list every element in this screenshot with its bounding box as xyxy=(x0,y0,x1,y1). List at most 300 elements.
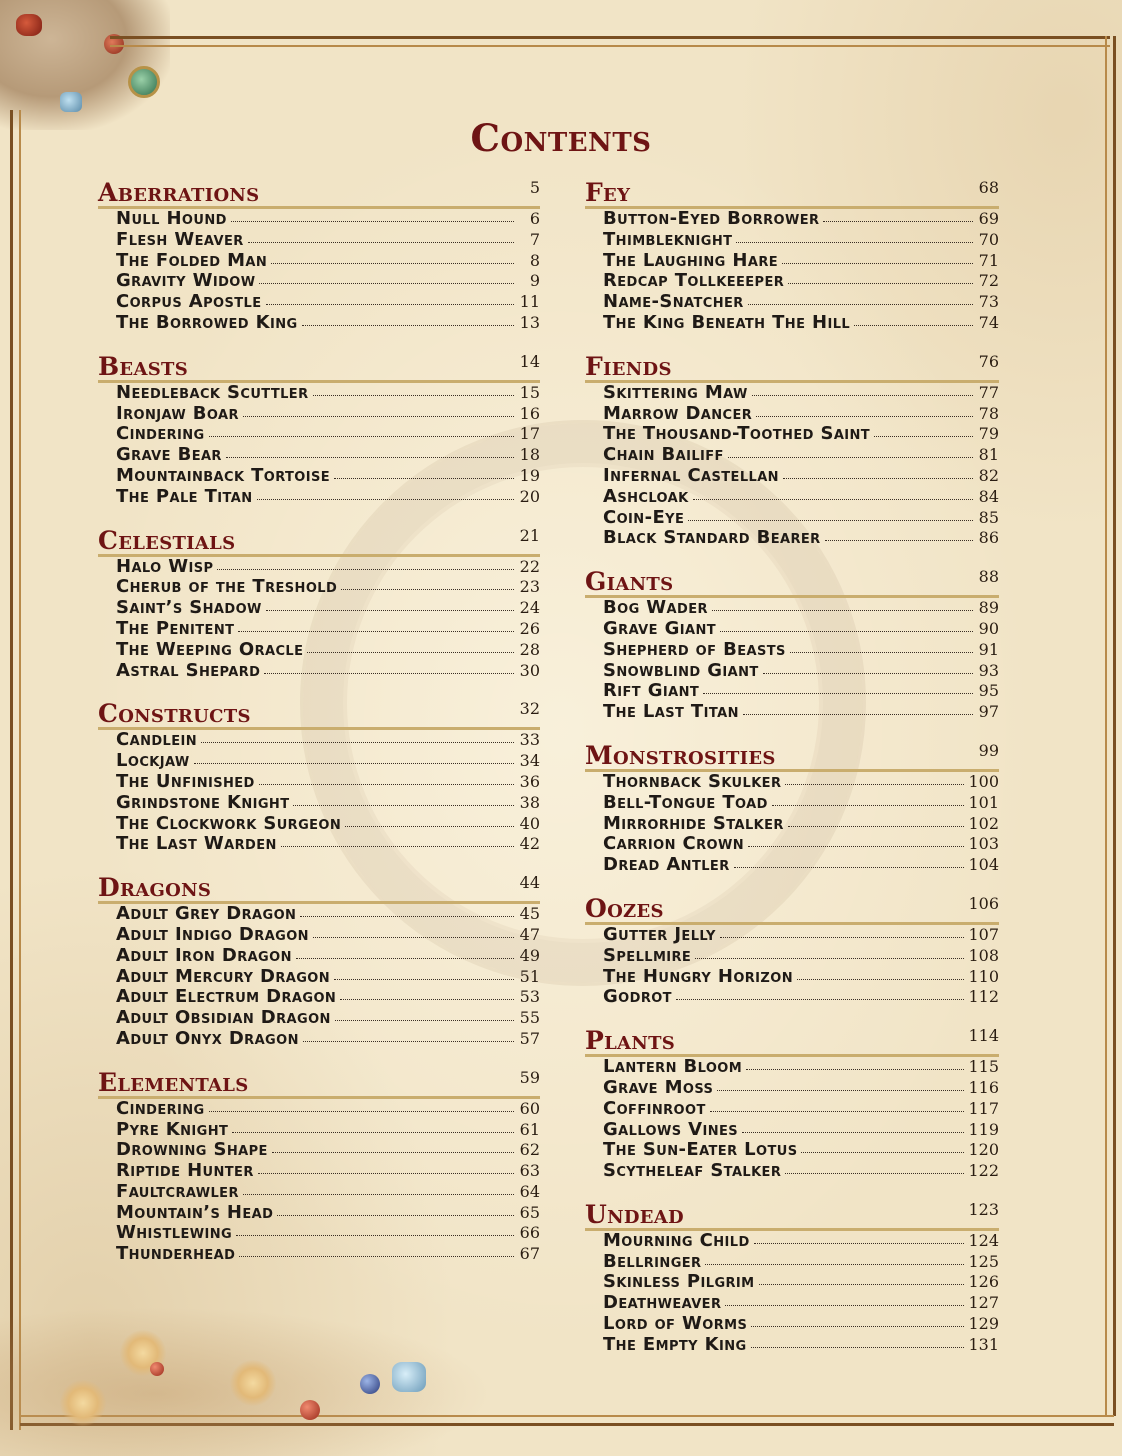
section-title: Aberrations xyxy=(98,178,260,207)
entry-name: Adult Indigo Dragon xyxy=(116,923,309,945)
toc-entry[interactable] xyxy=(116,987,540,1008)
border-left xyxy=(10,110,21,1430)
toc-entry[interactable] xyxy=(116,1120,540,1141)
entry-page-number: 8 xyxy=(529,250,540,270)
section-page-number: 99 xyxy=(978,740,999,760)
entry-name: Black Standard Bearer xyxy=(603,527,821,549)
toc-entry[interactable] xyxy=(603,925,999,946)
toc-entry[interactable] xyxy=(116,1140,540,1161)
entry-name: The Thousand-Toothed Saint xyxy=(603,423,871,445)
dot-leader xyxy=(231,221,514,222)
entry-page-number: 53 xyxy=(519,987,540,1007)
dot-leader xyxy=(258,1173,514,1174)
toc-entry[interactable] xyxy=(603,598,999,619)
toc-entry[interactable] xyxy=(116,619,540,640)
entry-name: Rift Giant xyxy=(603,680,700,702)
entry-name: Lord of Worms xyxy=(603,1313,748,1335)
toc-section xyxy=(585,1198,999,1356)
toc-section xyxy=(98,1066,540,1265)
toc-section xyxy=(98,871,540,1050)
toc-entry[interactable] xyxy=(116,834,540,855)
section-header[interactable] xyxy=(98,1066,540,1099)
dot-leader xyxy=(783,478,973,479)
toc-entry[interactable] xyxy=(116,1244,540,1265)
section-page-number: 88 xyxy=(978,567,999,587)
entry-page-number: 95 xyxy=(978,681,999,701)
toc-entry[interactable] xyxy=(116,404,540,425)
entry-page-number: 131 xyxy=(968,1334,999,1354)
section-title: Monstrosities xyxy=(585,740,776,770)
green-gem-icon xyxy=(128,66,160,98)
border-top xyxy=(110,36,1110,47)
toc-entry[interactable] xyxy=(603,230,999,251)
toc-right-column xyxy=(585,176,999,1372)
toc-entry[interactable] xyxy=(116,313,540,334)
toc-entry[interactable] xyxy=(603,251,999,272)
dot-leader xyxy=(785,784,964,785)
toc-entry[interactable] xyxy=(603,313,999,334)
entry-list xyxy=(585,1231,999,1356)
toc-entry[interactable] xyxy=(116,598,540,619)
entry-page-number: 78 xyxy=(978,403,999,423)
toc-entry[interactable] xyxy=(603,271,999,292)
toc-entry[interactable] xyxy=(116,751,540,772)
entry-name: Chain Bailiff xyxy=(603,444,724,466)
entry-name: Needleback Scuttler xyxy=(116,381,309,403)
entry-page-number: 74 xyxy=(978,312,999,332)
entry-page-number: 20 xyxy=(519,486,540,506)
entry-page-number: 79 xyxy=(978,424,999,444)
toc-entry[interactable] xyxy=(116,1203,540,1224)
toc-left-column xyxy=(98,176,540,1281)
toc-entry[interactable] xyxy=(603,383,999,404)
border-right xyxy=(1105,36,1116,1416)
entry-name: Bell-Tongue Toad xyxy=(603,791,768,813)
toc-entry[interactable] xyxy=(116,292,540,313)
entry-name: Snowblind Giant xyxy=(603,659,759,681)
dot-leader xyxy=(238,631,514,632)
section-header[interactable] xyxy=(585,176,999,209)
entry-list xyxy=(585,383,999,549)
entry-page-number: 38 xyxy=(519,792,540,812)
toc-entry[interactable] xyxy=(603,1078,999,1099)
toc-section xyxy=(585,565,999,723)
toc-entry[interactable] xyxy=(603,640,999,661)
toc-entry[interactable] xyxy=(603,487,999,508)
entry-page-number: 86 xyxy=(978,528,999,548)
dot-leader xyxy=(854,325,973,326)
section-header[interactable] xyxy=(585,1024,999,1057)
toc-entry[interactable] xyxy=(603,1120,999,1141)
section-title: Celestials xyxy=(98,525,236,555)
dot-leader xyxy=(801,1152,964,1153)
dot-leader xyxy=(296,958,514,959)
dot-leader xyxy=(782,263,973,264)
entry-name: The Pale Titan xyxy=(116,485,253,507)
entry-page-number: 77 xyxy=(978,382,999,402)
dot-leader xyxy=(763,673,973,674)
entry-name: Riptide Hunter xyxy=(116,1160,254,1182)
entry-page-number: 117 xyxy=(968,1098,999,1118)
toc-entry[interactable] xyxy=(603,1335,999,1356)
entry-name: Ashcloak xyxy=(603,485,689,507)
section-header[interactable] xyxy=(585,350,999,383)
toc-entry[interactable] xyxy=(603,528,999,549)
section-title: Undead xyxy=(585,1199,684,1229)
dot-leader xyxy=(264,673,514,674)
entry-page-number: 127 xyxy=(968,1293,999,1313)
toc-entry[interactable] xyxy=(603,967,999,988)
dot-leader xyxy=(759,1284,965,1285)
toc-entry[interactable] xyxy=(116,251,540,272)
toc-entry[interactable] xyxy=(603,661,999,682)
entry-name: Drowning Shape xyxy=(116,1139,268,1161)
toc-entry[interactable] xyxy=(603,424,999,445)
entry-list xyxy=(98,730,540,855)
entry-page-number: 122 xyxy=(968,1161,999,1181)
entry-name: Gutter Jelly xyxy=(603,923,716,945)
entry-page-number: 49 xyxy=(519,945,540,965)
toc-entry[interactable] xyxy=(116,577,540,598)
entry-name: Cindering xyxy=(116,1097,205,1119)
toc-entry[interactable] xyxy=(603,681,999,702)
toc-section xyxy=(98,350,540,508)
section-title: Fey xyxy=(585,178,631,207)
toc-entry[interactable] xyxy=(116,271,540,292)
toc-entry[interactable] xyxy=(116,466,540,487)
dot-leader xyxy=(772,805,965,806)
entry-name: Coin-Eye xyxy=(603,506,685,528)
toc-entry[interactable] xyxy=(116,946,540,967)
entry-name: Thunderhead xyxy=(116,1243,236,1265)
toc-entry[interactable] xyxy=(603,814,999,835)
toc-entry[interactable] xyxy=(603,702,999,723)
dot-leader xyxy=(874,436,973,437)
entry-page-number: 9 xyxy=(529,271,540,291)
toc-entry[interactable] xyxy=(603,1314,999,1335)
entry-page-number: 60 xyxy=(519,1098,540,1118)
entry-page-number: 19 xyxy=(519,465,540,485)
dot-leader xyxy=(232,1132,514,1133)
dot-leader xyxy=(345,826,514,827)
entry-page-number: 103 xyxy=(968,834,999,854)
entry-page-number: 93 xyxy=(978,660,999,680)
toc-entry[interactable] xyxy=(116,967,540,988)
toc-section xyxy=(98,176,540,334)
entry-page-number: 89 xyxy=(978,598,999,618)
toc-entry[interactable] xyxy=(116,814,540,835)
dot-leader xyxy=(705,1264,964,1265)
dot-leader xyxy=(293,805,514,806)
crystal-icon xyxy=(392,1362,426,1392)
entry-page-number: 120 xyxy=(968,1140,999,1160)
entry-page-number: 22 xyxy=(519,556,540,576)
entry-page-number: 40 xyxy=(519,813,540,833)
entry-page-number: 91 xyxy=(978,639,999,659)
entry-page-number: 16 xyxy=(519,403,540,423)
entry-page-number: 28 xyxy=(519,639,540,659)
toc-entry[interactable] xyxy=(603,834,999,855)
toc-entry[interactable] xyxy=(603,466,999,487)
entry-list xyxy=(585,925,999,1008)
dot-leader xyxy=(756,416,973,417)
dot-leader xyxy=(271,263,514,264)
toc-entry[interactable] xyxy=(603,209,999,230)
entry-name: Skittering Maw xyxy=(603,381,748,403)
toc-entry[interactable] xyxy=(603,772,999,793)
entry-name: Grindstone Knight xyxy=(116,791,290,813)
entry-page-number: 64 xyxy=(519,1181,540,1201)
dot-leader xyxy=(313,937,514,938)
entry-page-number: 17 xyxy=(519,424,540,444)
toc-entry[interactable] xyxy=(603,1057,999,1078)
dot-leader xyxy=(785,1173,964,1174)
section-header[interactable] xyxy=(98,524,540,557)
entry-name: The Sun-Eater Lotus xyxy=(603,1139,798,1161)
toc-section xyxy=(585,1024,999,1182)
toc-entry[interactable] xyxy=(116,1029,540,1050)
dot-leader xyxy=(217,569,514,570)
entry-name: Gravity Widow xyxy=(116,270,256,292)
toc-entry[interactable] xyxy=(116,209,540,230)
dot-leader xyxy=(725,1305,964,1306)
entry-name: Adult Electrum Dragon xyxy=(116,986,337,1008)
section-page-number: 32 xyxy=(519,699,540,719)
entry-name: Cindering xyxy=(116,423,205,445)
section-page-number: 68 xyxy=(978,178,999,197)
entry-name: Dread Antler xyxy=(603,854,730,876)
entry-name: Adult Grey Dragon xyxy=(116,903,297,925)
entry-page-number: 108 xyxy=(968,945,999,965)
entry-page-number: 55 xyxy=(519,1008,540,1028)
entry-page-number: 71 xyxy=(978,250,999,270)
entry-name: Godrot xyxy=(603,986,672,1008)
dot-leader xyxy=(209,436,514,437)
toc-section xyxy=(585,176,999,334)
toc-entry[interactable] xyxy=(116,661,540,682)
entry-page-number: 24 xyxy=(519,598,540,618)
entry-page-number: 119 xyxy=(968,1119,999,1139)
dot-leader xyxy=(334,979,514,980)
entry-page-number: 36 xyxy=(519,771,540,791)
section-page-number: 106 xyxy=(968,893,999,913)
dot-leader xyxy=(751,1326,964,1327)
entry-page-number: 100 xyxy=(968,771,999,791)
toc-entry[interactable] xyxy=(116,383,540,404)
dot-leader xyxy=(720,937,965,938)
berry-icon xyxy=(150,1362,164,1376)
entry-page-number: 125 xyxy=(968,1251,999,1271)
toc-entry[interactable] xyxy=(116,445,540,466)
entry-list xyxy=(585,772,999,876)
toc-entry[interactable] xyxy=(116,640,540,661)
entry-page-number: 15 xyxy=(519,382,540,402)
toc-entry[interactable] xyxy=(603,1293,999,1314)
dot-leader xyxy=(712,610,973,611)
entry-page-number: 66 xyxy=(519,1223,540,1243)
toc-entry[interactable] xyxy=(116,424,540,445)
dot-leader xyxy=(243,1194,514,1195)
dot-leader xyxy=(736,242,973,243)
dot-leader xyxy=(788,826,965,827)
toc-section xyxy=(98,524,540,682)
entry-page-number: 116 xyxy=(968,1077,999,1097)
section-title: Dragons xyxy=(98,873,212,903)
entry-name: The Unfinished xyxy=(116,770,255,792)
entry-name: Redcap Tollkeeeper xyxy=(603,270,785,292)
entry-name: Marrow Dancer xyxy=(603,402,753,424)
entry-name: Mountainback Tortoise xyxy=(116,464,331,486)
section-title: Oozes xyxy=(585,893,664,923)
toc-entry[interactable] xyxy=(116,1161,540,1182)
dot-leader xyxy=(748,846,964,847)
toc-entry[interactable] xyxy=(603,619,999,640)
toc-entry[interactable] xyxy=(603,1161,999,1182)
entry-page-number: 11 xyxy=(519,292,540,312)
section-title: Plants xyxy=(585,1026,676,1056)
toc-section xyxy=(585,892,999,1008)
entry-page-number: 70 xyxy=(978,229,999,249)
section-title: Elementals xyxy=(98,1067,249,1097)
toc-entry[interactable] xyxy=(116,904,540,925)
dot-leader xyxy=(334,478,514,479)
entry-name: Grave Bear xyxy=(116,444,222,466)
entry-list xyxy=(98,1099,540,1265)
section-header[interactable] xyxy=(98,350,540,383)
entry-name: Halo Wisp xyxy=(116,555,214,577)
entry-page-number: 6 xyxy=(529,209,540,228)
section-page-number: 21 xyxy=(519,525,540,545)
entry-name: Name-Snatcher xyxy=(603,291,744,313)
section-header[interactable] xyxy=(585,892,999,925)
entry-name: Adult Obsidian Dragon xyxy=(116,1007,331,1029)
toc-entry[interactable] xyxy=(603,793,999,814)
section-title: Fiends xyxy=(585,351,672,381)
entry-name: Button-Eyed Borrower xyxy=(603,208,820,229)
dot-leader xyxy=(194,763,514,764)
toc-entry[interactable] xyxy=(603,404,999,425)
toc-entry[interactable] xyxy=(116,793,540,814)
entry-name: Gallows Vines xyxy=(603,1118,739,1140)
entry-page-number: 101 xyxy=(968,792,999,812)
section-header[interactable] xyxy=(98,697,540,730)
entry-list xyxy=(585,598,999,723)
toc-entry[interactable] xyxy=(116,925,540,946)
toc-entry[interactable] xyxy=(116,1182,540,1203)
toc-entry[interactable] xyxy=(603,1272,999,1293)
dot-leader xyxy=(243,416,514,417)
toc-entry[interactable] xyxy=(603,508,999,529)
section-page-number: 5 xyxy=(529,178,540,197)
dot-leader xyxy=(236,1235,514,1236)
toc-section xyxy=(585,739,999,876)
dot-leader xyxy=(743,714,973,715)
entry-page-number: 115 xyxy=(968,1057,999,1077)
toc-entry[interactable] xyxy=(116,730,540,751)
dot-leader xyxy=(341,589,514,590)
entry-name: Whistlewing xyxy=(116,1222,233,1244)
entry-page-number: 34 xyxy=(519,751,540,771)
toc-entry[interactable] xyxy=(116,1099,540,1120)
dot-leader xyxy=(742,1132,964,1133)
toc-entry[interactable] xyxy=(116,1008,540,1029)
toc-entry[interactable] xyxy=(603,1252,999,1273)
dot-leader xyxy=(272,1152,514,1153)
dot-leader xyxy=(754,1243,965,1244)
dot-leader xyxy=(266,304,515,305)
toc-entry[interactable] xyxy=(116,230,540,251)
section-page-number: 44 xyxy=(519,873,540,893)
dot-leader xyxy=(302,325,514,326)
dot-leader xyxy=(688,520,973,521)
toc-entry[interactable] xyxy=(116,557,540,578)
entry-name: Pyre Knight xyxy=(116,1118,229,1140)
toc-entry[interactable] xyxy=(603,292,999,313)
entry-list xyxy=(98,904,540,1050)
section-title: Constructs xyxy=(98,699,251,729)
toc-entry[interactable] xyxy=(603,1140,999,1161)
entry-name: The Clockwork Surgeon xyxy=(116,812,342,834)
entry-page-number: 81 xyxy=(978,445,999,465)
dot-leader xyxy=(239,1256,514,1257)
dot-leader xyxy=(257,499,514,500)
dot-leader xyxy=(201,742,514,743)
toc-entry[interactable] xyxy=(116,487,540,508)
entry-name: Bellringer xyxy=(603,1250,702,1272)
toc-entry[interactable] xyxy=(116,772,540,793)
toc-entry[interactable] xyxy=(603,445,999,466)
section-header[interactable] xyxy=(585,739,999,772)
dot-leader xyxy=(209,1111,514,1112)
entry-name: The Empty King xyxy=(603,1333,747,1355)
entry-name: Skinless Pilgrim xyxy=(603,1271,755,1293)
entry-name: Saint’s Shadow xyxy=(116,597,262,619)
section-header[interactable] xyxy=(98,871,540,904)
entry-name: Scytheleaf Stalker xyxy=(603,1160,782,1182)
toc-entry[interactable] xyxy=(603,946,999,967)
toc-entry[interactable] xyxy=(603,855,999,876)
entry-name: Mirrorhide Stalker xyxy=(603,812,784,834)
section-header[interactable] xyxy=(585,565,999,598)
toc-entry[interactable] xyxy=(603,987,999,1008)
entry-name: Coffinroot xyxy=(603,1097,706,1119)
entry-page-number: 69 xyxy=(978,209,999,228)
section-header[interactable] xyxy=(585,1198,999,1231)
red-gem-icon xyxy=(16,14,42,36)
entry-page-number: 104 xyxy=(968,855,999,875)
entry-name: Adult Mercury Dragon xyxy=(116,965,331,987)
dot-leader xyxy=(823,221,973,222)
toc-section xyxy=(98,697,540,855)
section-title: Beasts xyxy=(98,351,189,381)
entry-name: Grave Giant xyxy=(603,617,716,639)
entry-page-number: 82 xyxy=(978,465,999,485)
section-header[interactable] xyxy=(98,176,540,209)
entry-name: Thimbleknight xyxy=(603,228,733,250)
entry-name: Deathweaver xyxy=(603,1292,722,1314)
entry-page-number: 57 xyxy=(519,1028,540,1048)
dot-leader xyxy=(266,610,514,611)
entry-page-number: 85 xyxy=(978,507,999,527)
entry-name: Null Hound xyxy=(116,208,227,229)
toc-entry[interactable] xyxy=(603,1231,999,1252)
entry-name: Candlein xyxy=(116,729,198,751)
entry-page-number: 84 xyxy=(978,486,999,506)
toc-entry[interactable] xyxy=(116,1223,540,1244)
dot-leader xyxy=(248,242,514,243)
dot-leader xyxy=(710,1111,965,1112)
toc-entry[interactable] xyxy=(603,1099,999,1120)
